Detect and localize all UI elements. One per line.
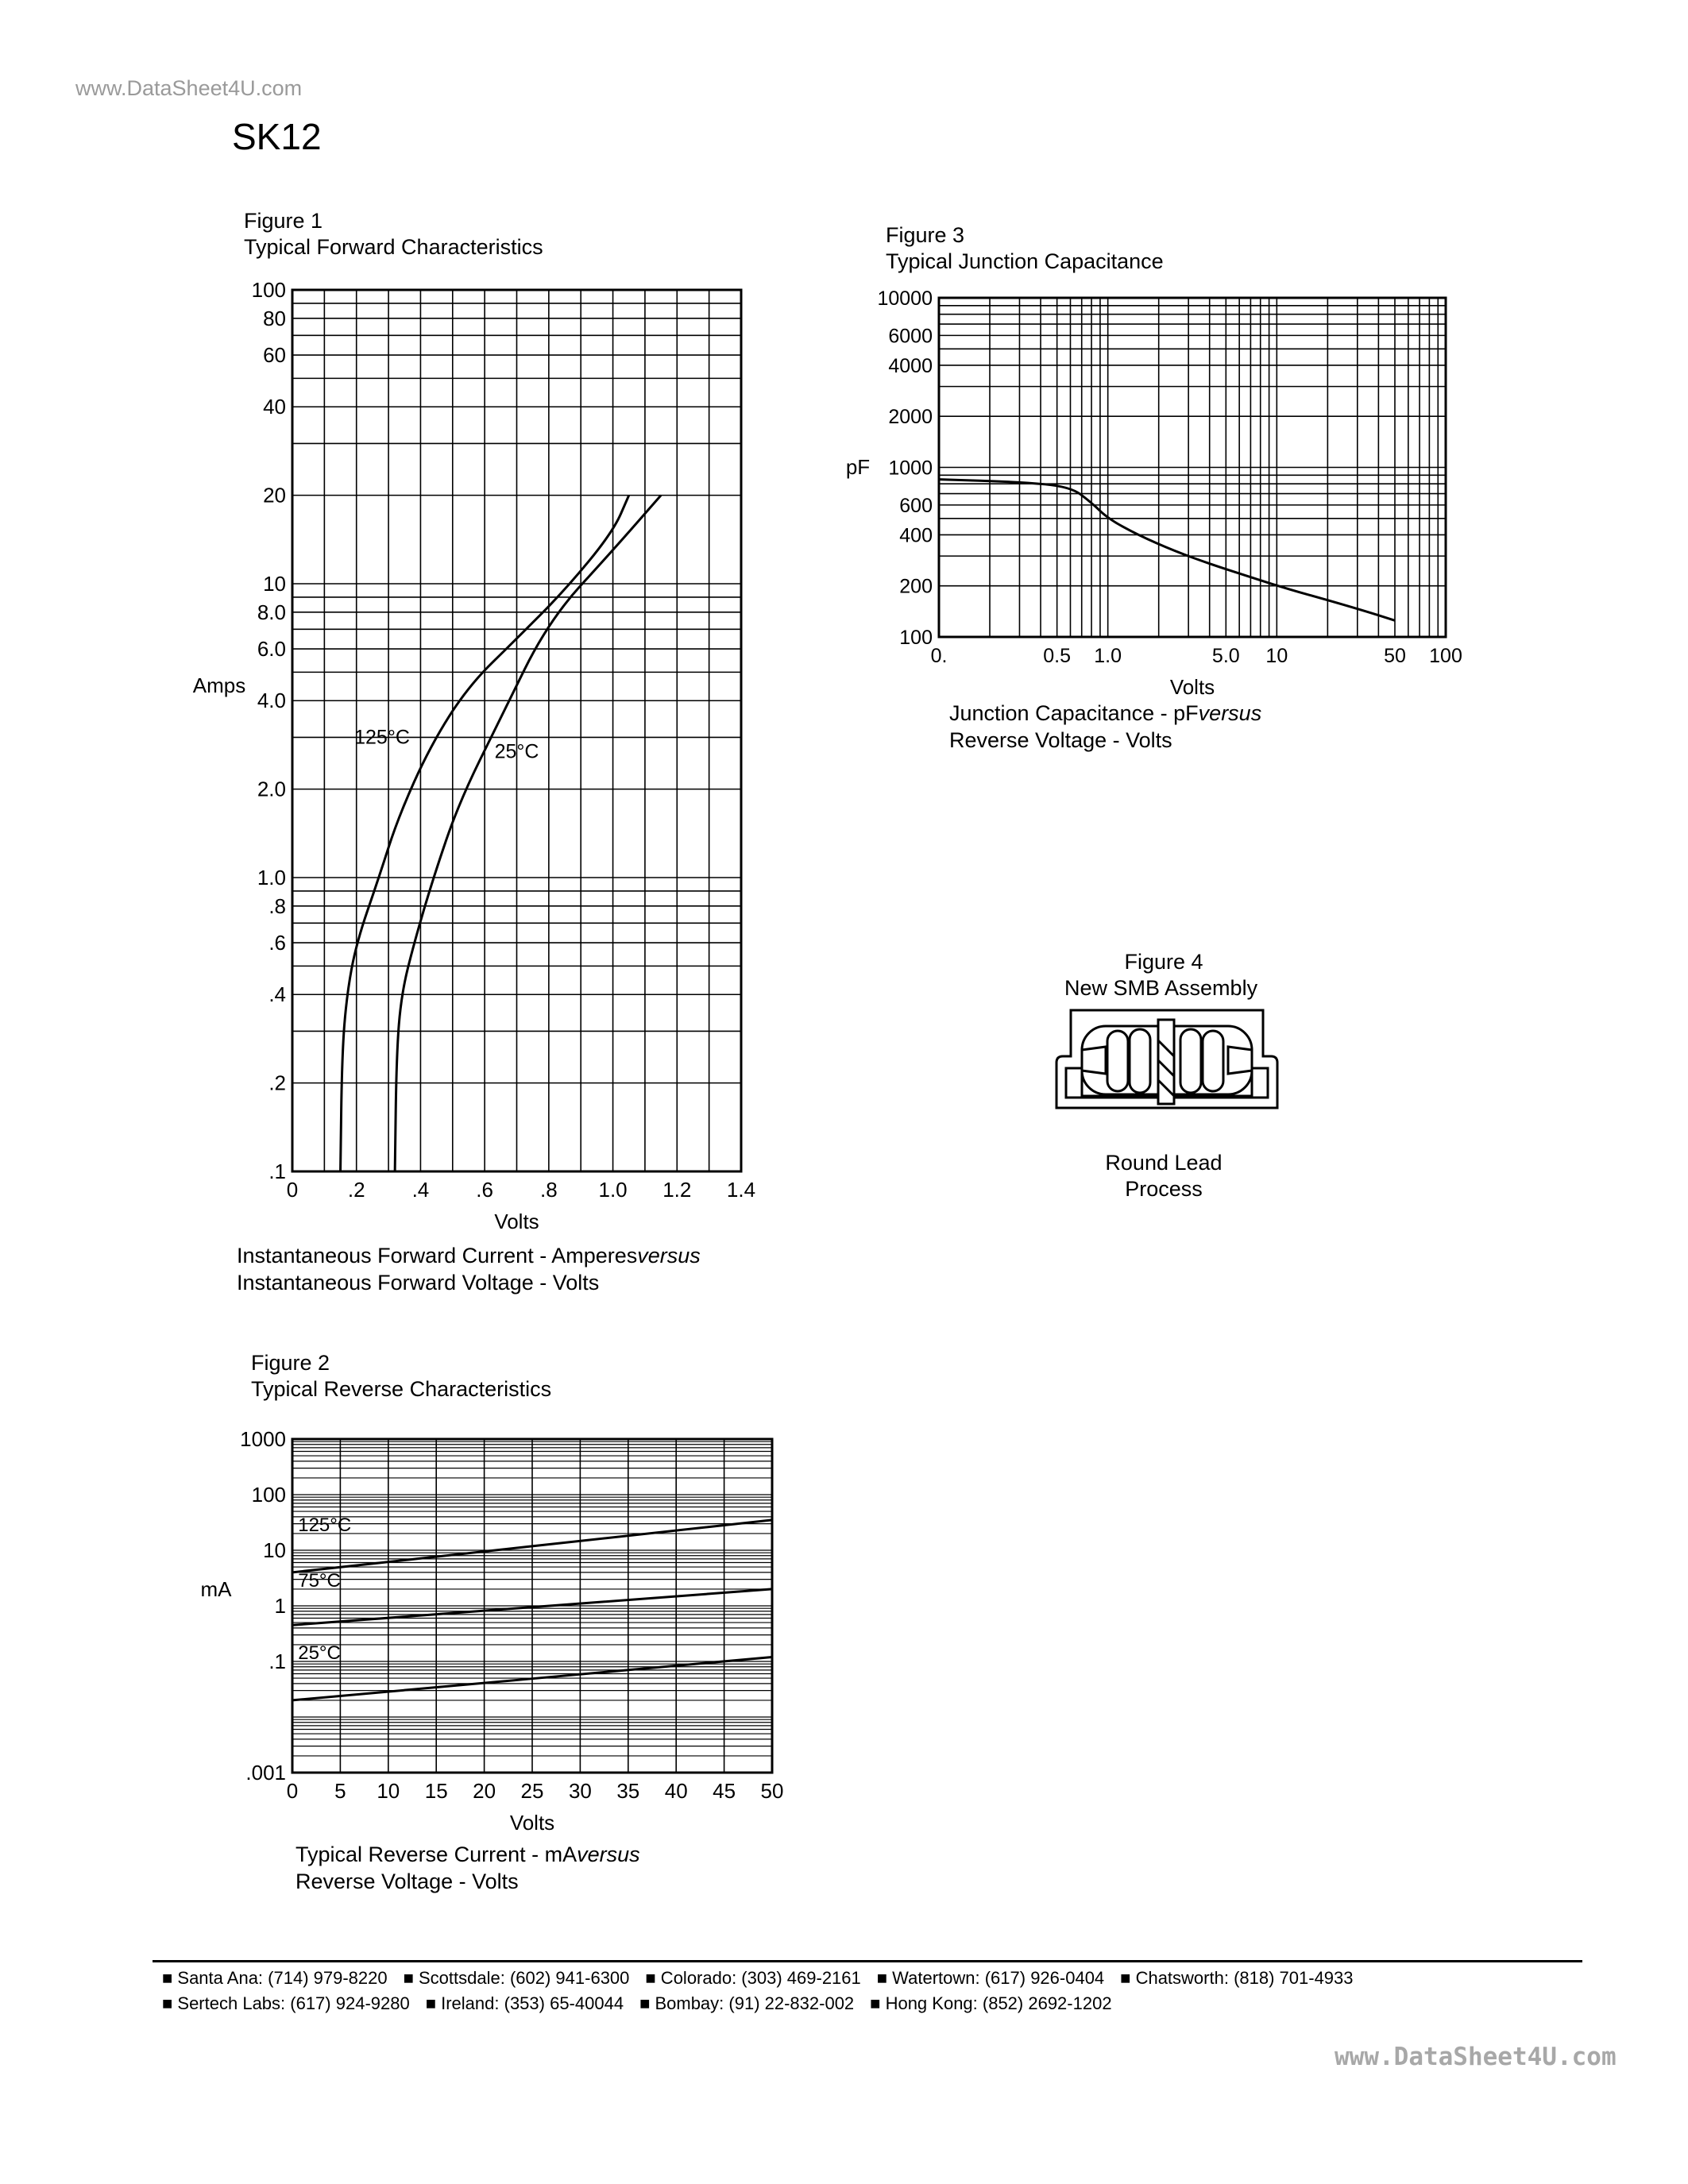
x-tick-label: 30 xyxy=(568,1779,592,1803)
x-tick-label: .6 xyxy=(476,1178,493,1202)
y-tick-label: 200 xyxy=(899,575,933,598)
figure1-caption-line1: Instantaneous Forward Current - Amperes xyxy=(237,1244,638,1268)
y-tick-label: 100 xyxy=(251,1483,286,1507)
footer-contact: ■ Sertech Labs: (617) 924-9280 xyxy=(162,1993,410,2013)
smb-assembly-diagram xyxy=(1033,1001,1303,1128)
footer-contact: ■ Ireland: (353) 65-40044 xyxy=(425,1993,624,2013)
x-axis-label: Volts xyxy=(1169,675,1215,699)
x-axis-label: Volts xyxy=(494,1210,539,1233)
y-tick-label: 1000 xyxy=(888,457,933,480)
x-tick-label: .8 xyxy=(540,1178,558,1202)
y-tick-label: .8 xyxy=(268,893,286,918)
footer-contact: ■ Santa Ana: (714) 979-8220 xyxy=(162,1968,388,1988)
x-axis-label: Volts xyxy=(509,1811,555,1835)
x-tick-label: 10 xyxy=(1265,645,1288,667)
footer-contact: ■ Chatsworth: (818) 701-4933 xyxy=(1120,1968,1354,1988)
series-label-75c: 75°C xyxy=(298,1570,341,1592)
y-tick-label: 1000 xyxy=(240,1427,286,1451)
y-axis-label: pF xyxy=(845,455,871,479)
x-tick-label: 0 xyxy=(286,1779,299,1803)
figure4-label: Figure 4 xyxy=(1124,950,1203,974)
x-tick-label: 20 xyxy=(473,1779,496,1803)
x-tick-label: 0.5 xyxy=(1043,645,1072,667)
footer-rule xyxy=(153,1960,1582,1962)
figure4-title: New SMB Assembly xyxy=(1064,976,1258,1000)
figure2-caption xyxy=(295,1841,640,1895)
smb-lead-right xyxy=(1228,1047,1252,1074)
y-tick-label: 80 xyxy=(263,306,286,330)
series-label-25c: 25°C xyxy=(494,740,539,763)
y-tick-label: 400 xyxy=(899,524,933,547)
y-tick-label: 6000 xyxy=(888,325,933,348)
x-tick-label: 100 xyxy=(1429,645,1462,667)
figure2-title: Typical Reverse Characteristics xyxy=(251,1377,552,1401)
y-tick-label: 600 xyxy=(899,494,933,517)
footer-contact: ■ Hong Kong: (852) 2692-1202 xyxy=(870,1993,1112,2013)
y-tick-label: .4 xyxy=(268,982,286,1007)
x-tick-label: 0. xyxy=(930,645,948,667)
y-tick-label: 40 xyxy=(263,395,286,419)
figure2-chart xyxy=(183,1414,802,1843)
series-line-0 xyxy=(939,480,1395,621)
figure3-caption-line1: Junction Capacitance - pF xyxy=(949,701,1199,725)
figure1-heading xyxy=(244,208,543,260)
figure3-caption-versus: versus xyxy=(1198,701,1262,725)
x-tick-label: 1.0 xyxy=(598,1178,628,1202)
figure3-title: Typical Junction Capacitance xyxy=(886,249,1164,273)
series-label-125c: 125°C xyxy=(354,726,410,749)
figure3-heading xyxy=(886,222,1164,275)
watermark-bottom: www.DataSheet4U.com xyxy=(1335,2043,1617,2071)
x-tick-label: 1.0 xyxy=(1094,645,1122,667)
y-tick-label: 2.0 xyxy=(257,777,286,801)
y-tick-label: 10000 xyxy=(877,287,933,310)
x-tick-label: 10 xyxy=(377,1779,400,1803)
figure4-heading xyxy=(1068,949,1259,975)
figure4-caption-line1: Round Lead xyxy=(1105,1151,1223,1175)
y-axis-label: mA xyxy=(200,1577,232,1601)
x-tick-label: 5.0 xyxy=(1211,645,1240,667)
x-tick-label: 50 xyxy=(760,1779,784,1803)
footer-contact: ■ Colorado: (303) 469-2161 xyxy=(645,1968,861,1988)
x-tick-label: 35 xyxy=(616,1779,640,1803)
x-tick-label: .4 xyxy=(411,1178,430,1202)
figure2-heading xyxy=(251,1350,551,1403)
footer-contact: ■ Bombay: (91) 22-832-002 xyxy=(639,1993,855,2013)
footer-contacts-line1 xyxy=(162,1968,1369,1989)
smb-lead-ring-left-1 xyxy=(1107,1031,1128,1091)
y-tick-label: 60 xyxy=(263,343,286,368)
x-tick-label: 5 xyxy=(334,1779,346,1803)
figure2-label: Figure 2 xyxy=(251,1351,330,1375)
figure3-caption-line2: Reverse Voltage - Volts xyxy=(949,728,1172,752)
x-tick-label: 15 xyxy=(424,1779,448,1803)
y-tick-label: 10 xyxy=(263,572,286,596)
figure4-title-wrap xyxy=(1064,975,1261,1001)
x-tick-label: 50 xyxy=(1384,645,1406,667)
figure4-caption-line2: Process xyxy=(1125,1177,1203,1201)
y-tick-label: .1 xyxy=(268,1650,286,1673)
y-axis-label: Amps xyxy=(192,673,246,697)
smb-lead-ring-right-1 xyxy=(1180,1029,1201,1093)
series-label-25c: 25°C xyxy=(298,1642,341,1665)
y-tick-label: 10 xyxy=(263,1538,286,1562)
y-tick-label: 6.0 xyxy=(257,637,286,662)
smb-lead-left xyxy=(1082,1047,1106,1074)
footer-contact: ■ Watertown: (617) 926-0404 xyxy=(876,1968,1105,1988)
y-tick-label: 2000 xyxy=(888,406,933,429)
figure3-chart xyxy=(834,282,1485,703)
series-label-125c: 125°C xyxy=(298,1515,352,1537)
figure1-caption xyxy=(237,1242,701,1296)
part-number-title: SK12 xyxy=(232,116,322,157)
smb-lead-ring-left-2 xyxy=(1130,1029,1150,1093)
x-tick-label: 1.2 xyxy=(662,1178,692,1202)
figure4-caption xyxy=(1056,1150,1271,1202)
figure1-caption-versus: versus xyxy=(637,1244,701,1268)
y-tick-label: 8.0 xyxy=(257,600,286,624)
figure1-chart xyxy=(183,270,794,1247)
figure3-caption xyxy=(949,700,1261,754)
figure1-title: Typical Forward Characteristics xyxy=(244,235,543,259)
x-tick-label: 40 xyxy=(664,1779,688,1803)
y-tick-label: .001 xyxy=(245,1761,286,1785)
x-tick-label: 45 xyxy=(713,1779,736,1803)
x-tick-label: 25 xyxy=(520,1779,544,1803)
y-tick-label: 20 xyxy=(263,483,286,507)
y-tick-label: .6 xyxy=(268,931,286,955)
footer-contact: ■ Scottsdale: (602) 941-6300 xyxy=(403,1968,630,1988)
y-tick-label: 1 xyxy=(274,1594,286,1618)
figure2-caption-line2: Reverse Voltage - Volts xyxy=(295,1870,519,1893)
y-tick-label: 100 xyxy=(899,627,933,649)
y-tick-label: .1 xyxy=(268,1160,286,1183)
x-tick-label: .2 xyxy=(347,1178,365,1202)
y-tick-label: 4000 xyxy=(888,354,933,377)
y-tick-label: 100 xyxy=(251,278,286,302)
figure2-caption-versus: versus xyxy=(577,1843,640,1866)
figure2-caption-line1: Typical Reverse Current - mA xyxy=(295,1843,577,1866)
watermark-top: www.DataSheet4U.com xyxy=(75,76,303,100)
figure3-label: Figure 3 xyxy=(886,223,965,247)
figure1-label: Figure 1 xyxy=(244,209,323,233)
footer-contacts-line2 xyxy=(162,1993,1128,2014)
figure1-caption-line2: Instantaneous Forward Voltage - Volts xyxy=(237,1271,600,1295)
x-tick-label: 0 xyxy=(286,1178,299,1202)
smb-lead-ring-right-2 xyxy=(1203,1031,1223,1091)
y-tick-label: .2 xyxy=(268,1071,286,1095)
y-tick-label: 1.0 xyxy=(257,866,286,889)
x-tick-label: 1.4 xyxy=(726,1178,756,1202)
y-tick-label: 4.0 xyxy=(257,689,286,713)
